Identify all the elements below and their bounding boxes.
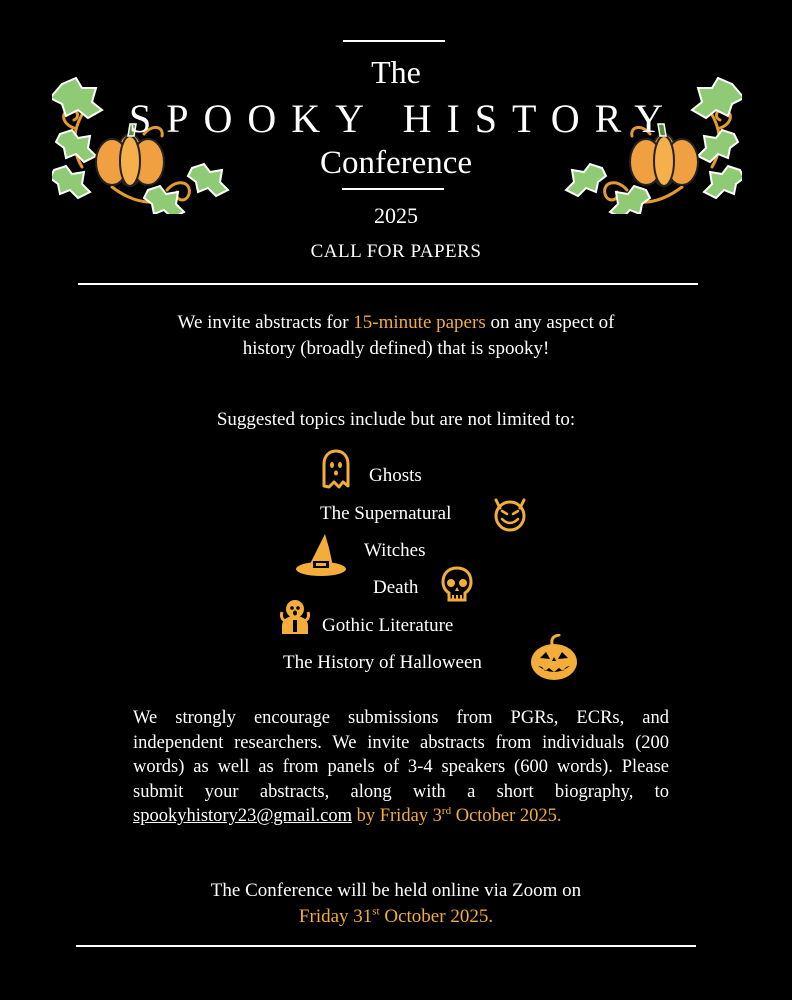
header-middle-rule [342,188,444,190]
submission-text: We strongly encourage submissions from PGRs, ECRs, and independent researchers. We invite abstracts from individuals (200 words) as well as from panels of 3-4 speakers (600 words). Please submit your abstracts, along with a short biography, to [133,708,669,802]
ghost-icon [318,448,354,490]
intro-highlight: 15-minute papers [353,312,486,333]
topic-witches: Witches [364,540,426,561]
title-the: The [371,54,421,90]
topic-ghosts: Ghosts [369,465,422,486]
event-date [0,904,792,930]
intro-before: We invite abstracts for [177,312,349,333]
header-divider [78,283,698,285]
intro-line-2: history (broadly defined) that is spooky! [242,338,550,359]
event-date-rest: October 2025. [384,906,494,927]
page-title: SPOOKY HISTORY [129,96,678,141]
intro-line-1 [0,310,792,336]
deadline-suffix: rd [441,804,452,817]
topic-supernatural: The Supernatural [320,503,452,524]
submission-email-link[interactable]: spookyhistory23@gmail.com [133,806,352,826]
call-for-papers: CALL FOR PAPERS [310,241,482,262]
submission-by: by [356,806,376,826]
intro-text [0,310,792,362]
event-date-day: Friday 31 [298,906,373,927]
submission-deadline [380,806,562,826]
topics-intro: Suggested topics include but are not limited to: [216,409,576,430]
submission-paragraph [133,706,669,829]
deadline-rest: October 2025. [455,806,562,826]
event-line-1: The Conference will be held online via Zoom on [210,880,582,901]
skull-icon [441,566,473,604]
event-date-suffix: st [372,905,380,918]
conference-year: 2025 [374,203,418,228]
header-top-rule [343,40,445,42]
deadline-day: Friday 3 [379,806,442,826]
jack-o-lantern-icon [529,634,579,682]
devil-face-icon [490,494,530,534]
title-conference: Conference [319,145,473,181]
topic-gothic-literature: Gothic Literature [322,615,454,636]
event-info [0,878,792,930]
intro-after: on any aspect of [490,312,615,333]
gothic-figure-icon [278,598,312,636]
witch-hat-icon [295,530,347,578]
topic-history-of-halloween: The History of Halloween [283,652,482,673]
footer-divider [76,945,696,947]
topic-death: Death [373,577,419,598]
